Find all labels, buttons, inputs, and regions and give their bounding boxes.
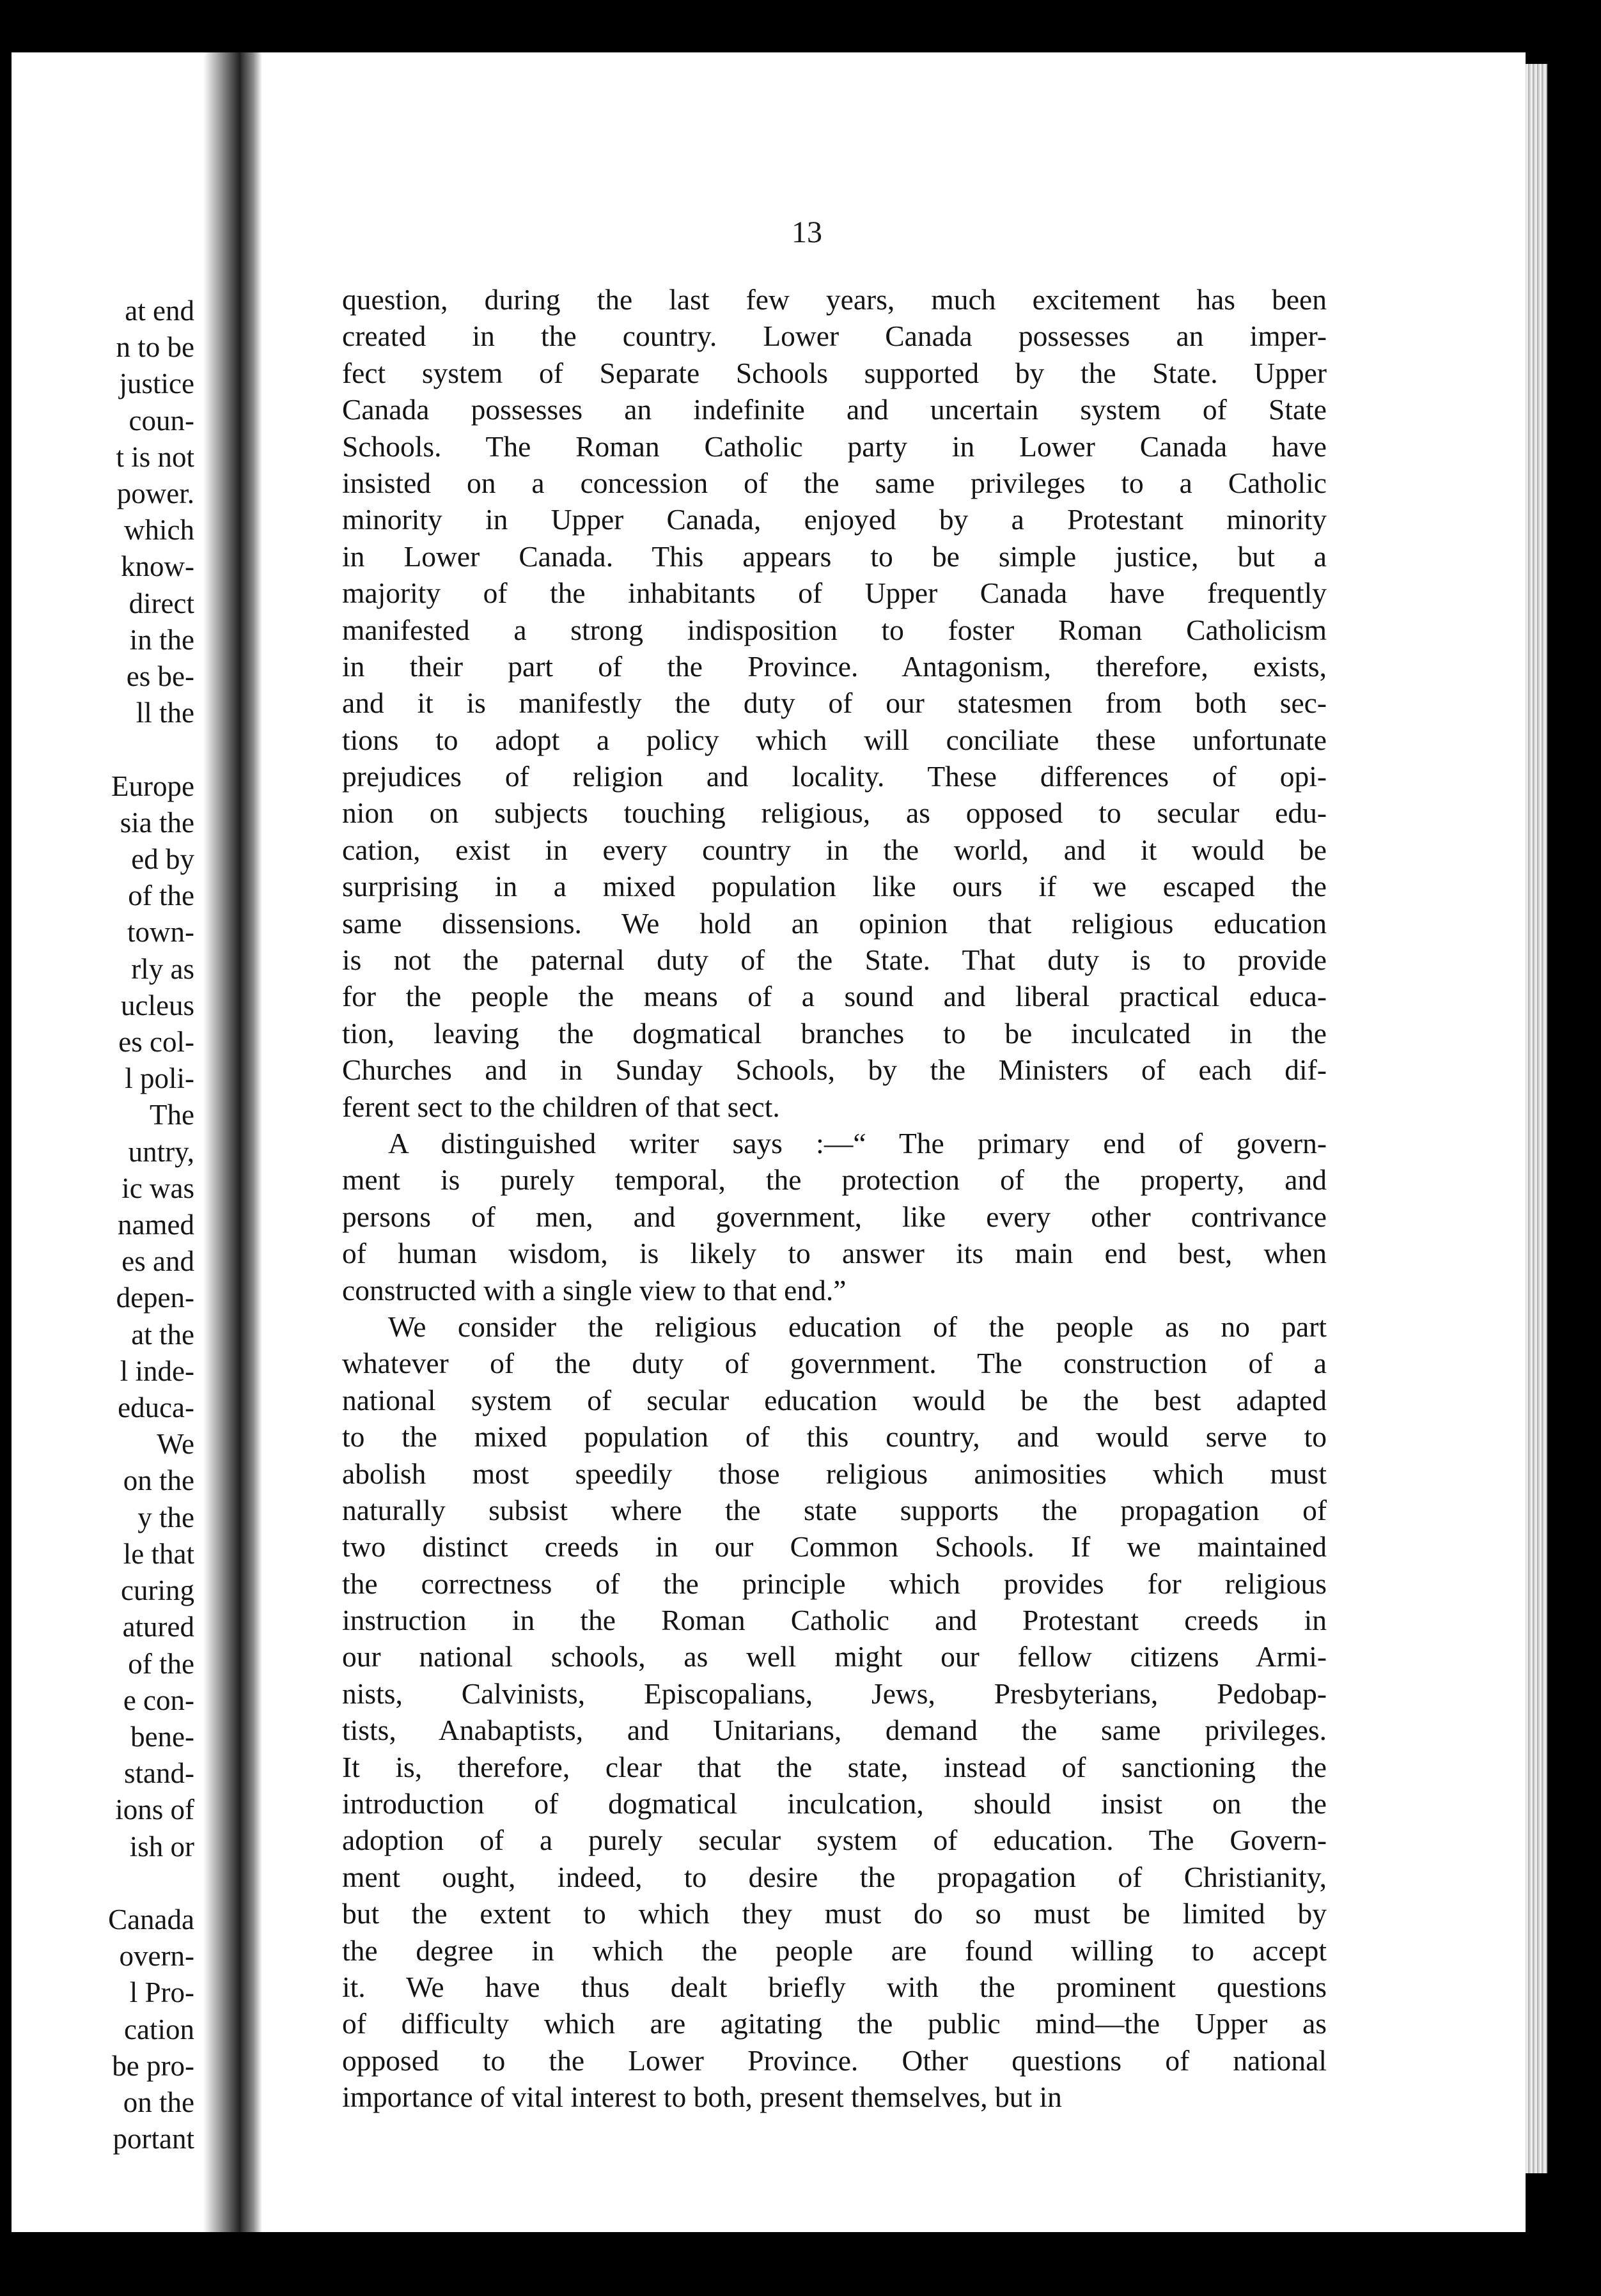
text-line: but the extent to which they must do so must be limited by bbox=[342, 1897, 1327, 1930]
fragment-line: town- bbox=[127, 916, 194, 949]
text-line: Canada possesses an indefinite and uncertain system of State bbox=[342, 393, 1327, 426]
text-line: nion on subjects touching religious, as opposed to secular edu- bbox=[342, 796, 1327, 830]
fragment-line: We bbox=[157, 1428, 194, 1461]
fragment-line: y the bbox=[137, 1501, 194, 1533]
text-line: of human wisdom, is likely to answer its main end best, when bbox=[342, 1237, 1327, 1270]
fragment-line: t is not bbox=[116, 440, 194, 473]
text-line: of difficulty which are agitating the public mind—the Upper as bbox=[342, 2007, 1327, 2040]
text-line: persons of men, and government, like every other contrivance bbox=[342, 1200, 1327, 1233]
text-line: A distinguished writer says :—“ The primary end of govern- bbox=[388, 1126, 1327, 1160]
fragment-line: cation bbox=[124, 2013, 194, 2045]
text-line: it. We have thus dealt briefly with the prominent questions bbox=[342, 1970, 1327, 2003]
fragment-line: Europe bbox=[111, 770, 194, 802]
fragment-line: overn- bbox=[119, 1940, 194, 1973]
fragment-line: rly as bbox=[131, 952, 194, 985]
fragment-line: portant bbox=[113, 2123, 194, 2155]
fragment-line: n to be bbox=[116, 331, 194, 364]
text-line: whatever of the duty of government. The construction of a bbox=[342, 1347, 1327, 1380]
fragment-line: justice bbox=[119, 368, 194, 400]
fragment-line: e con- bbox=[123, 1684, 194, 1716]
fragment-line: in the bbox=[129, 623, 194, 656]
previous-page-text-fragments bbox=[12, 293, 194, 2157]
fragment-line: l Pro- bbox=[129, 1976, 194, 2009]
fragment-line: ic was bbox=[121, 1172, 194, 1204]
text-line: ment ought, indeed, to desire the propagation of Christianity, bbox=[342, 1860, 1327, 1893]
text-line: constructed with a single view to that end.” bbox=[342, 1273, 847, 1307]
fragment-line: on the bbox=[123, 2086, 194, 2118]
text-line: to the mixed population of this country, and would serve to bbox=[342, 1420, 1327, 1454]
text-line: tists, Anabaptists, and Unitarians, demand the same privileges. bbox=[342, 1714, 1327, 1747]
previous-page bbox=[12, 52, 203, 2232]
fragment-line: depen- bbox=[116, 1282, 194, 1314]
text-line: We consider the religious education of the people as no part bbox=[388, 1310, 1327, 1343]
fragment-line: es and bbox=[121, 1245, 194, 1278]
page-edge-stack bbox=[1526, 64, 1547, 2173]
fragment-line: es col- bbox=[118, 1026, 194, 1059]
fragment-line: which bbox=[124, 514, 194, 547]
text-line: Churches and in Sunday Schools, by the Ministers of each dif- bbox=[342, 1053, 1327, 1087]
text-line: surprising in a mixed population like ours if we escaped the bbox=[342, 870, 1327, 903]
fragment-line: The bbox=[150, 1099, 194, 1131]
fragment-line: l inde- bbox=[120, 1354, 194, 1387]
fragment-line: ucleus bbox=[121, 989, 194, 1021]
fragment-line: curing bbox=[121, 1574, 194, 1607]
fragment-line: at end bbox=[125, 295, 194, 327]
page-number: 13 bbox=[792, 215, 822, 249]
fragment-line: sia the bbox=[120, 806, 194, 839]
text-line: for the people the means of a sound and liberal practical educa- bbox=[342, 980, 1327, 1013]
fragment-line: of the bbox=[128, 1647, 194, 1680]
fragment-line: ed by bbox=[131, 843, 194, 876]
fragment-line: at the bbox=[131, 1318, 194, 1351]
text-line: nists, Calvinists, Episcopalians, Jews, Presbyterians, Pedobap- bbox=[342, 1677, 1327, 1710]
text-line: opposed to the Lower Province. Other questions of national bbox=[342, 2044, 1327, 2077]
text-line: ment is purely temporal, the protection of the property, and bbox=[342, 1163, 1327, 1197]
body-text bbox=[342, 281, 1327, 2116]
fragment-line: Canada bbox=[108, 1903, 194, 1935]
text-line: the degree in which the people are found willing to accept bbox=[342, 1934, 1327, 1967]
text-line: two distinct creeds in our Common Schools. If we maintained bbox=[342, 1530, 1327, 1563]
text-line: and it is manifestly the duty of our statesmen from both sec- bbox=[342, 686, 1327, 720]
text-line: ferent sect to the children of that sect. bbox=[342, 1090, 780, 1123]
text-line: same dissensions. We hold an opinion that religious education bbox=[342, 906, 1327, 940]
fragment-line: untry, bbox=[128, 1135, 194, 1168]
text-line: abolish most speedily those religious animosities which must bbox=[342, 1457, 1327, 1490]
fragment-line: coun- bbox=[129, 404, 194, 437]
fragment-line: named bbox=[118, 1209, 194, 1241]
text-line: question, during the last few years, much excitement has been bbox=[342, 283, 1327, 316]
fragment-line: know- bbox=[121, 550, 194, 583]
fragment-line: atured bbox=[122, 1611, 194, 1643]
text-line: in their part of the Province. Antagonism, therefore, exists, bbox=[342, 649, 1327, 683]
text-line: Schools. The Roman Catholic party in Lower Canada have bbox=[342, 430, 1327, 463]
text-line: insisted on a concession of the same privileges to a Catholic bbox=[342, 466, 1327, 499]
text-line: instruction in the Roman Catholic and Protestant creeds in bbox=[342, 1604, 1327, 1637]
left-page-gutter-shadow bbox=[203, 52, 240, 2232]
fragment-gap bbox=[12, 731, 194, 768]
text-line: It is, therefore, clear that the state, instead of sanctioning the bbox=[342, 1750, 1327, 1783]
text-line: national system of secular education would be the best adapted bbox=[342, 1383, 1327, 1416]
text-line: prejudices of religion and locality. These differences of opi- bbox=[342, 760, 1327, 793]
text-line: majority of the inhabitants of Upper Canada have frequently bbox=[342, 577, 1327, 610]
fragment-gap bbox=[12, 1865, 194, 1902]
text-line: is not the paternal duty of the State. That duty is to provide bbox=[342, 943, 1327, 977]
fragment-line: l poli- bbox=[125, 1062, 194, 1095]
text-line: minority in Upper Canada, enjoyed by a Protestant minority bbox=[342, 503, 1327, 536]
fragment-line: ish or bbox=[129, 1830, 194, 1863]
text-line: naturally subsist where the state supports the propagation of bbox=[342, 1493, 1327, 1526]
binding-shadow bbox=[240, 52, 262, 2232]
text-line: created in the country. Lower Canada possesses an imper- bbox=[342, 320, 1327, 353]
text-line: in Lower Canada. This appears to be simple justice, but a bbox=[342, 539, 1327, 573]
fragment-line: educa- bbox=[118, 1392, 194, 1424]
fragment-line: of the bbox=[128, 880, 194, 912]
text-line: tion, leaving the dogmatical branches to be inculcated in the bbox=[342, 1016, 1327, 1050]
text-line: tions to adopt a policy which will conciliate these unfortunate bbox=[342, 723, 1327, 756]
paragraph bbox=[342, 281, 1327, 1125]
fragment-line: ll the bbox=[136, 697, 194, 729]
text-line: our national schools, as well might our fellow citizens Armi- bbox=[342, 1640, 1327, 1673]
paragraph bbox=[342, 1125, 1327, 1308]
text-line: manifested a strong indisposition to foster Roman Catholicism bbox=[342, 613, 1327, 646]
fragment-line: stand- bbox=[124, 1757, 194, 1790]
text-line: introduction of dogmatical inculcation, should insist on the bbox=[342, 1787, 1327, 1820]
fragment-line: on the bbox=[123, 1464, 194, 1497]
text-line: cation, exist in every country in the world, and it would be bbox=[342, 833, 1327, 866]
fragment-line: power. bbox=[116, 477, 194, 510]
fragment-line: le that bbox=[123, 1537, 194, 1570]
text-line: the correctness of the principle which provides for religious bbox=[342, 1567, 1327, 1600]
fragment-line: ions of bbox=[115, 1794, 194, 1826]
text-line: importance of vital interest to both, present themselves, but in bbox=[342, 2081, 1062, 2114]
fragment-line: direct bbox=[129, 587, 194, 619]
text-line: adoption of a purely secular system of education. The Govern- bbox=[342, 1824, 1327, 1857]
fragment-line: be pro- bbox=[112, 2049, 194, 2082]
fragment-line: es be- bbox=[126, 660, 194, 693]
text-line: fect system of Separate Schools supported by the State. Upper bbox=[342, 356, 1327, 389]
paragraph bbox=[342, 1308, 1327, 2116]
fragment-line: bene- bbox=[130, 1720, 194, 1753]
